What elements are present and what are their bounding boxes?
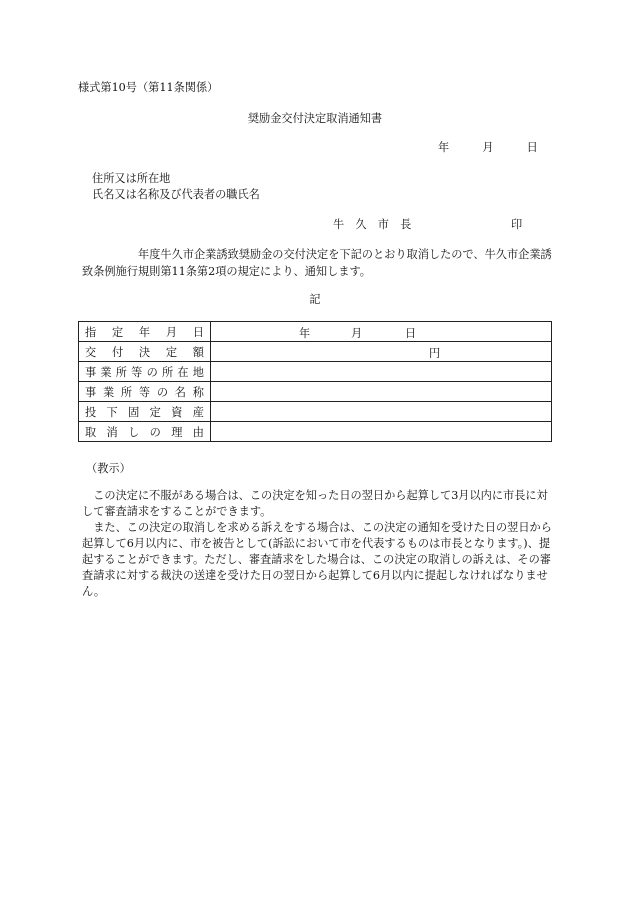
table-row-label-text: 交 付 決 定 額 — [85, 345, 204, 359]
table-row-label-text: 事 業 所 等 の 名 称 — [85, 385, 204, 399]
table-row-value-part: 年 — [299, 327, 311, 340]
table-row-label-text: 指 定 年 月 日 — [85, 325, 204, 339]
recipient-address-label: 住所又は所在地 — [92, 172, 171, 185]
table-row-label — [79, 422, 211, 442]
table-row-label — [79, 382, 211, 402]
date-line — [438, 139, 538, 155]
table-row — [79, 402, 552, 422]
table-row-value-part: 月 — [351, 327, 363, 340]
table-row-value — [211, 322, 552, 342]
table-row-value-part: 円 — [429, 347, 441, 360]
table-row-label-text: 事 業 所 等 の 所 在 地 — [85, 365, 204, 379]
notice-paragraph: この決定に不服がある場合は、この決定を知った日の翌日から起算して3月以内に市長に対して審査請求をすることができます。 — [82, 489, 548, 518]
info-table — [78, 321, 552, 442]
notice-text — [82, 488, 552, 600]
body-text — [82, 246, 552, 280]
date-month: 月 — [482, 141, 494, 154]
notice-heading: （教示） — [86, 462, 131, 475]
issuer-seal: 印 — [511, 218, 523, 231]
date-year: 年 — [438, 141, 450, 154]
table-row-label — [79, 402, 211, 422]
notice-paragraph: また、この決定の取消しを求める訴えをする場合は、この決定の通知を受けた日の翌日から起算して6月以内に、市を被告として(訴訟において市を代表するものは市長となります。)、提起することができます。ただし、審査請求をした場合は、この決定の取消しの訴えは、その審査請求に対する裁決の送達を受けた日の翌日から起算して6月以内に提起しなければなりません。 — [82, 521, 552, 598]
document-title: 奨励金交付決定取消通知書 — [247, 112, 383, 125]
ki-marker: 記 — [309, 293, 321, 306]
issuer-mayor: 牛 久 市 長 — [333, 218, 412, 231]
table-row-label — [79, 342, 211, 362]
table-row-label-text: 取 消 し の 理 由 — [85, 425, 204, 439]
table-row-value — [211, 402, 552, 422]
table-row-label — [79, 322, 211, 342]
table-row — [79, 362, 552, 382]
body-text-content: 年度牛久市企業誘致奨励金の交付決定を下記のとおり取消したので、牛久市企業誘致条例施行規則第11条第2項の規定により、通知します。 — [82, 248, 552, 278]
table-row — [79, 322, 552, 342]
date-day: 日 — [526, 141, 538, 154]
table-row — [79, 422, 552, 442]
form-number: 様式第10号（第11条関係） — [78, 81, 219, 94]
recipient-name-label: 氏名又は名称及び代表者の職氏名 — [92, 188, 260, 201]
table-row-value — [211, 362, 552, 382]
table-row-value — [211, 382, 552, 402]
table-row-label — [79, 362, 211, 382]
table-row-value — [211, 342, 552, 362]
table-row — [79, 382, 552, 402]
table-row-value — [211, 422, 552, 442]
table-row — [79, 342, 552, 362]
table-row-label-text: 投 下 固 定 資 産 — [85, 405, 204, 419]
table-row-value-part: 日 — [405, 327, 417, 340]
